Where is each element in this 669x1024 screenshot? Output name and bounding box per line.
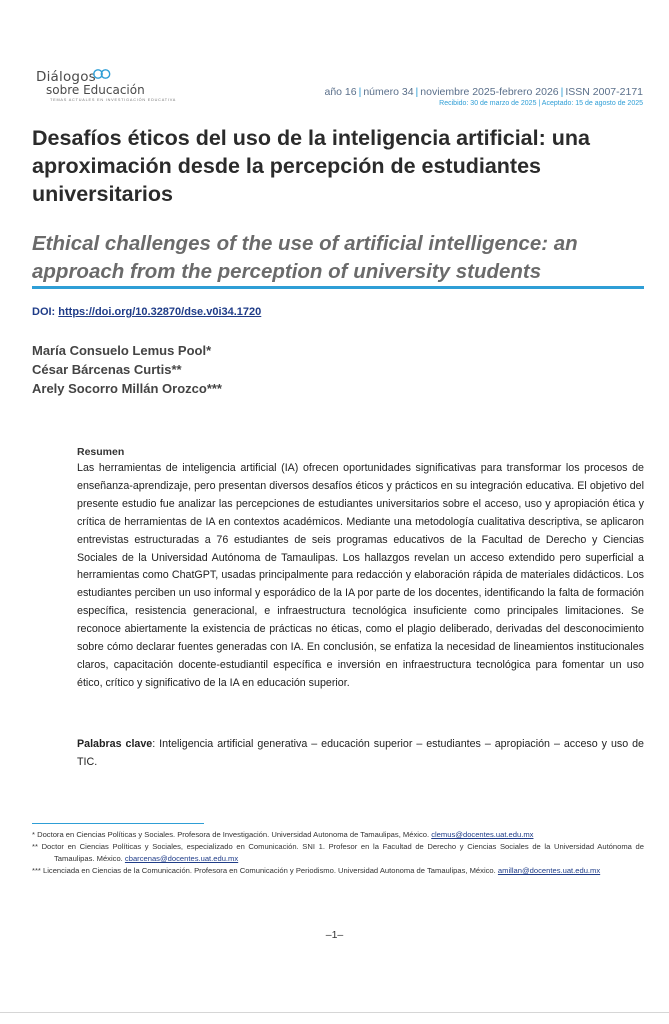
title-divider xyxy=(32,286,644,289)
footnote-email-link[interactable]: amillan@docentes.uat.edu.mx xyxy=(497,865,601,875)
received-date: Recibido: 30 de marzo de 2025 xyxy=(439,100,537,107)
period: noviembre 2025-febrero 2026 xyxy=(420,86,559,98)
logo-title: Diálogos xyxy=(36,69,96,85)
footnote-text: Doctora en Ciencias Políticas y Sociales. Profesora de Investigación. Universidad Autonoma de Tamaulipas, México. xyxy=(37,830,430,839)
abstract-text: Las herramientas de inteligencia artificial (IA) ofrecen oportunidades significativas para transformar los procesos de enseñanza-aprendizaje, pero presentan diversos desafíos éticos y prácticos en su integración educativa. El objetivo del presente estudio fue analizar las percepciones de estudiantes universitarios sobre el acceso, uso y apropiación ética y crítica de herramientas de IA en contextos académicos. Mediante una metodología cualitativa descriptiva, se aplicaron entrevistas estructuradas a 76 estudiantes de seis programas educativos de la Facultad de Derecho y Ciencias Sociales de la Universidad Autónoma de Tamaulipas. Los hallazgos revelan un acceso extendido pero superficial a herramientas como ChatGPT, usadas principalmente para redacción y elaboración rápida de materiales didácticos. Los estudiantes perciben un uso informal y esporádico de la IA por parte de los docentes, identificando la falta de formación específica, resistencia generacional, e infraestructura tecnológica insuficiente como principales limitaciones. Se reconoce abiertamente la existencia de prácticas no éticas, como el plagio deliberado, derivadas del desconocimiento sobre cómo declarar fuentes generadas con IA. En conclusión, se enfatiza la necesidad de lineamientos institucionales claros, capacitación docente-estudiantil específica e inversión en infraestructura tecnológica para fomentar un uso ético, crítico y significativo de la IA en educación superior. xyxy=(77,462,644,689)
author-2: César Bárcenas Curtis** xyxy=(32,362,182,377)
footnote-3 xyxy=(32,865,644,877)
journal-logo xyxy=(36,70,186,103)
footnote-email-link[interactable]: clemus@docentes.uat.edu.mx xyxy=(431,830,534,839)
footnote-2 xyxy=(32,841,644,865)
year: año 16 xyxy=(324,86,357,98)
keywords-section xyxy=(77,736,644,772)
doi-line xyxy=(32,306,261,318)
page-bottom-divider xyxy=(0,1012,669,1013)
footnote-marker: *** xyxy=(32,865,41,875)
issue-number: número 34 xyxy=(363,86,414,98)
keywords-label: Palabras clave xyxy=(77,738,153,750)
author-list xyxy=(32,341,222,398)
author-1: María Consuelo Lemus Pool* xyxy=(32,343,212,358)
logo-subtitle: sobre Educación xyxy=(46,83,145,97)
title-english: Ethical challenges of the use of artificial intelligence: an approach from the perception of university students xyxy=(32,232,578,283)
author-3: Arely Socorro Millán Orozco*** xyxy=(32,381,222,396)
abstract-section xyxy=(77,446,644,693)
abstract-heading: Resumen xyxy=(77,446,125,458)
footnote-divider xyxy=(32,823,204,824)
footnote-text: Doctor en Ciencias Políticas y Sociales, especializado en Comunicación. SNI 1. Profesor en la Facultad de Derecho y Ciencias Sociales de la Universidad Autónoma de Tamaulipas. México. xyxy=(41,841,644,863)
keywords-text: : Inteligencia artificial generativa – educación superior – estudiantes – apropiación – acceso y uso de TIC. xyxy=(77,738,645,768)
logo-tagline: TEMAS ACTUALES EN INVESTIGACIÓN EDUCATIVA xyxy=(50,98,177,102)
doi-link[interactable]: https://doi.org/10.32870/dse.v0i34.1720 xyxy=(58,306,262,318)
issue-info: año 16 | número 34 | noviembre 2025-febrero 2026 | ISSN 2007-2171 xyxy=(324,86,643,98)
journal-meta xyxy=(324,86,643,107)
footnote-marker: ** xyxy=(32,841,38,851)
footnote-1 xyxy=(32,829,644,841)
footnote-text: Licenciada en Ciencias de la Comunicación. Profesora en Comunicación y Periodismo. Universidad Autonoma de Tamaulipas, México. xyxy=(43,865,496,875)
page-number: –1– xyxy=(325,929,344,941)
footnotes xyxy=(32,829,644,877)
dates-info: Recibido: 30 de marzo de 2025 | Aceptado: 15 de agosto de 2025 xyxy=(439,100,643,107)
doi-label: DOI: xyxy=(32,306,56,318)
title-spanish: Desafíos éticos del uso de la inteligencia artificial: una aproximación desde la percepción de estudiantes universitarios xyxy=(32,126,590,206)
issn: ISSN 2007-2171 xyxy=(565,86,643,98)
footnote-marker: * xyxy=(32,830,35,839)
accepted-date: Aceptado: 15 de agosto de 2025 xyxy=(541,100,643,107)
logo-rings-icon xyxy=(93,68,111,80)
footnote-email-link[interactable]: cbarcenas@docentes.uat.edu.mx xyxy=(124,853,239,863)
